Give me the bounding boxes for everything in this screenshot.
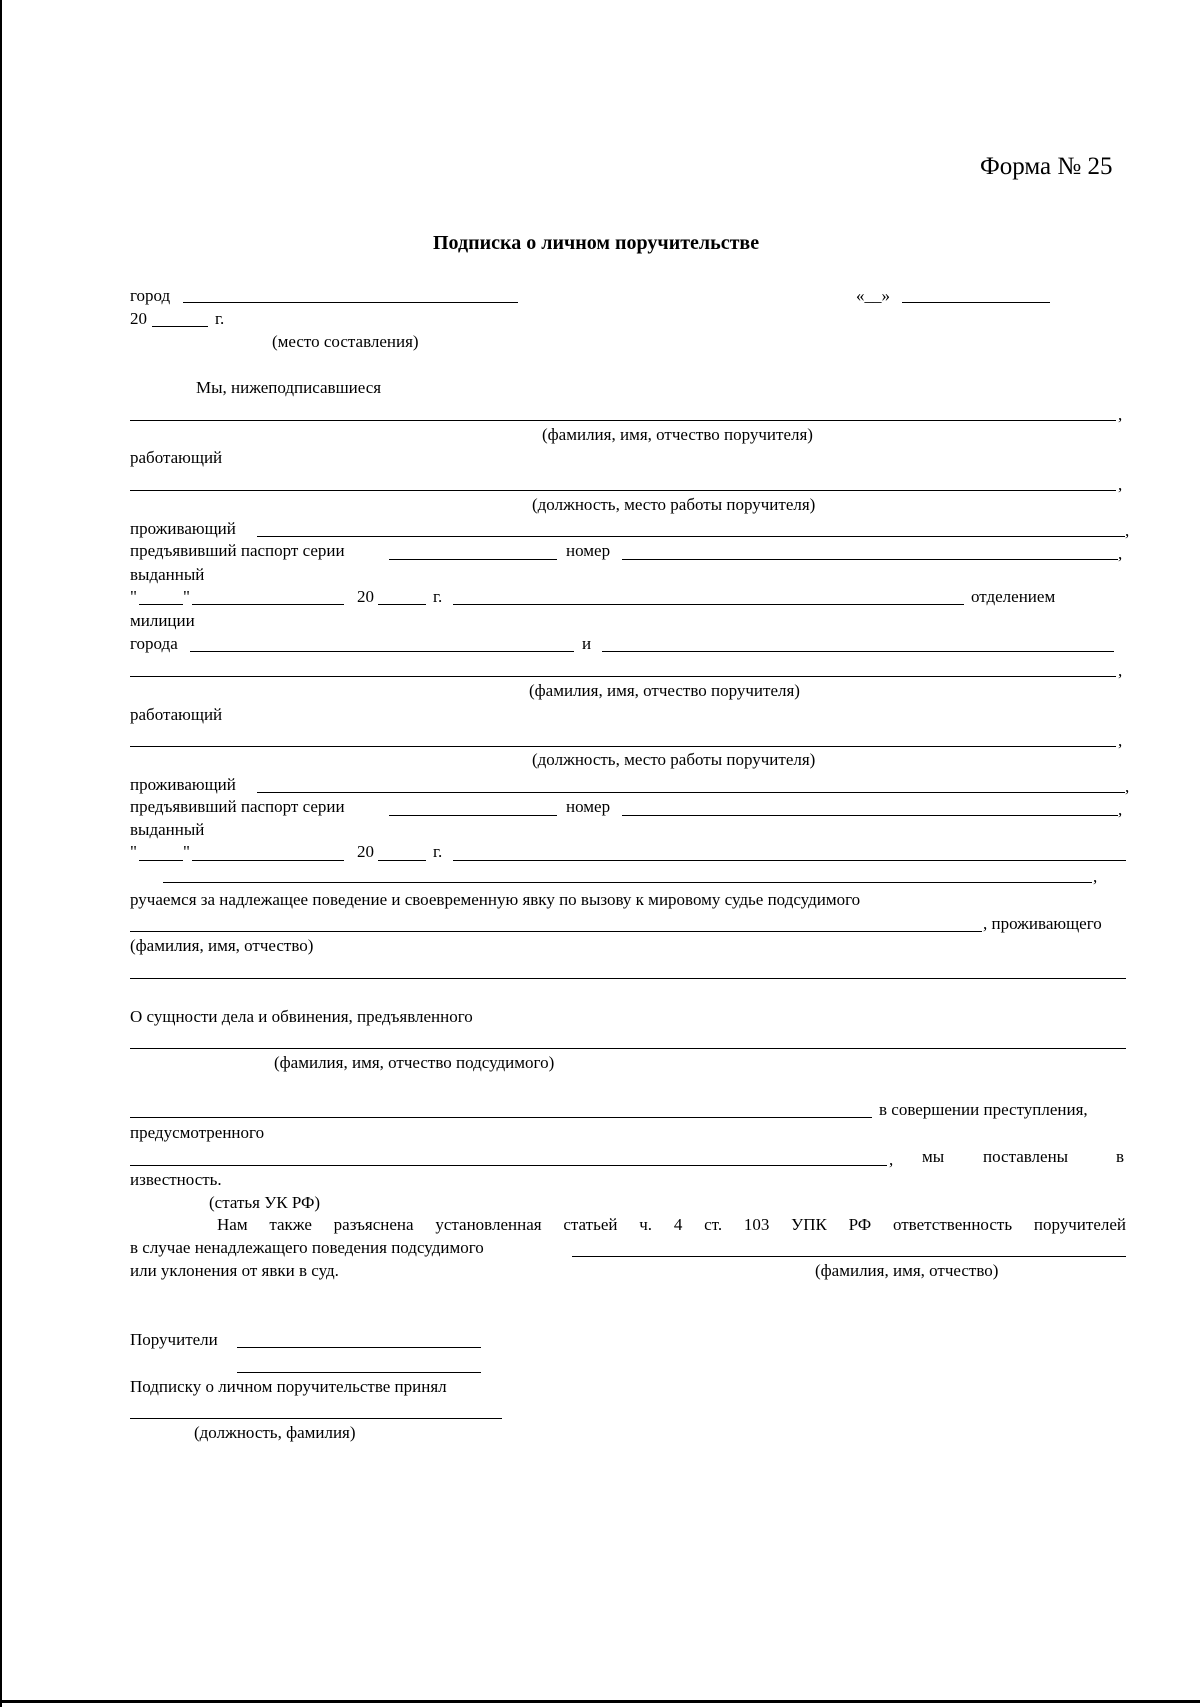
guarantor2-issuer-line[interactable] bbox=[453, 860, 1126, 861]
guarantor2-number-label: номер bbox=[566, 797, 611, 816]
accepted-signature-line[interactable] bbox=[130, 1418, 502, 1419]
guarantor1-fio-line[interactable] bbox=[130, 420, 1116, 421]
guarantor2-passport-label: предъявивший паспорт серии bbox=[130, 797, 345, 816]
informed-word-in: в bbox=[1116, 1147, 1125, 1166]
guarantor1-working-label: работающий bbox=[130, 448, 223, 467]
date-line[interactable] bbox=[902, 302, 1050, 303]
guarantor2-day-line[interactable] bbox=[139, 860, 183, 861]
guarantors-label: Поручители bbox=[130, 1330, 218, 1349]
comma: , bbox=[1118, 661, 1123, 680]
comma: , bbox=[1125, 777, 1130, 796]
guarantor1-city-label: города bbox=[130, 634, 178, 653]
guarantor2-job-caption: (должность, место работы поручителя) bbox=[532, 750, 816, 769]
guarantor1-day-line[interactable] bbox=[139, 604, 183, 605]
comma: , bbox=[1118, 731, 1123, 750]
guarantor2-year-line[interactable] bbox=[378, 860, 426, 861]
guarantor1-residing-label: проживающий bbox=[130, 519, 236, 538]
guarantor2-year-suffix: г. bbox=[433, 842, 443, 861]
defendant-full-name-line[interactable] bbox=[130, 1048, 1126, 1049]
guarantor1-address-line[interactable] bbox=[257, 536, 1125, 537]
comma: , bbox=[1093, 867, 1098, 886]
guarantor2-passport-series-line[interactable] bbox=[389, 815, 557, 816]
year-prefix: 20 bbox=[130, 309, 147, 328]
guarantor1-year-prefix: 20 bbox=[357, 587, 374, 606]
guarantor1-year-suffix: г. bbox=[433, 587, 443, 606]
guarantor1-passport-label: предъявивший паспорт серии bbox=[130, 541, 345, 560]
guarantor2-passport-number-line[interactable] bbox=[622, 815, 1118, 816]
form-number: Форма № 25 bbox=[980, 153, 1113, 180]
guarantor1-job-caption: (должность, место работы поручителя) bbox=[532, 495, 816, 514]
guarantor1-department-label: отделением bbox=[971, 587, 1056, 606]
comma: , bbox=[1125, 521, 1130, 540]
article-caption: (статья УК РФ) bbox=[209, 1193, 321, 1212]
defendant-name-line[interactable] bbox=[130, 931, 982, 932]
comma: , bbox=[1118, 475, 1123, 494]
guarantor1-year-line[interactable] bbox=[378, 604, 426, 605]
guarantor1-passport-number-line[interactable] bbox=[622, 559, 1118, 560]
guarantor2-year-prefix: 20 bbox=[357, 842, 374, 861]
article-line[interactable] bbox=[130, 1165, 887, 1166]
guarantor1-city-line-2[interactable] bbox=[602, 651, 1114, 652]
guarantor2-fio-caption: (фамилия, имя, отчество поручителя) bbox=[529, 681, 800, 700]
guarantor2-working-label: работающий bbox=[130, 705, 223, 724]
improper-text: в случае ненадлежащего поведения подсудимого bbox=[130, 1238, 484, 1257]
accepted-text: Подписку о личном поручительстве принял bbox=[130, 1377, 447, 1396]
position-caption: (должность, фамилия) bbox=[194, 1423, 356, 1442]
intro-text: Мы, нижеподписавшиеся bbox=[196, 378, 382, 397]
guarantor1-passport-series-line[interactable] bbox=[389, 559, 557, 560]
guarantor1-militia-label: милиции bbox=[130, 611, 195, 630]
guarantor2-job-line[interactable] bbox=[130, 746, 1116, 747]
guarantor2-fio-line[interactable] bbox=[130, 676, 1116, 677]
defendant-fio-caption: (фамилия, имя, отчество) bbox=[130, 936, 314, 955]
comma: , bbox=[1118, 405, 1123, 424]
informed-end: известность. bbox=[130, 1170, 222, 1189]
and-label: и bbox=[582, 634, 592, 653]
guarantor1-month-line[interactable] bbox=[192, 604, 344, 605]
defendant-full-caption: (фамилия, имя, отчество подсудимого) bbox=[274, 1053, 555, 1072]
city-label: город bbox=[130, 286, 171, 305]
defendant-address-line[interactable] bbox=[130, 978, 1126, 979]
guarantor-signature-line-1[interactable] bbox=[237, 1347, 481, 1348]
evasion-text: или уклонения от явки в суд. bbox=[130, 1261, 339, 1280]
quote-close: " bbox=[183, 587, 190, 606]
document-title: Подписка о личном поручительстве bbox=[433, 232, 760, 254]
guarantor2-residing-label: проживающий bbox=[130, 775, 236, 794]
guarantor2-issued-label: выданный bbox=[130, 820, 205, 839]
quote-open: " bbox=[130, 842, 137, 861]
guarantor2-issuer-line-2[interactable] bbox=[163, 882, 1092, 883]
crime-text: в совершении преступления, bbox=[879, 1100, 1088, 1119]
guarantor1-city-line[interactable] bbox=[190, 651, 574, 652]
provided-label: предусмотренного bbox=[130, 1123, 265, 1142]
guarantor2-month-line[interactable] bbox=[192, 860, 344, 861]
city-line[interactable] bbox=[183, 302, 518, 303]
comma: , bbox=[1118, 544, 1123, 563]
informed-comma: , bbox=[889, 1150, 894, 1169]
guarantor2-address-line[interactable] bbox=[257, 792, 1125, 793]
quote-open: " bbox=[130, 587, 137, 606]
guarantor1-issuer-line[interactable] bbox=[453, 604, 964, 605]
crime-line[interactable] bbox=[130, 1117, 872, 1118]
date-open: «__» bbox=[856, 286, 890, 305]
essence-text: О сущности дела и обвинения, предъявленного bbox=[130, 1007, 473, 1026]
guarantor-signature-line-2[interactable] bbox=[237, 1372, 481, 1373]
year-suffix: г. bbox=[215, 309, 225, 328]
guarantor1-issued-label: выданный bbox=[130, 565, 205, 584]
pledge-text: ручаемся за надлежащее поведение и своевременную явку по вызову к мировому судье подсудимого bbox=[130, 890, 861, 909]
comma: , bbox=[1118, 800, 1123, 819]
quote-close: " bbox=[183, 842, 190, 861]
informed-word-placed: поставлены bbox=[983, 1147, 1069, 1166]
guarantor1-job-line[interactable] bbox=[130, 490, 1116, 491]
guarantor1-number-label: номер bbox=[566, 541, 611, 560]
informed-word-we: мы bbox=[922, 1147, 945, 1166]
defendant-line-3[interactable] bbox=[572, 1256, 1126, 1257]
scan-border-bottom bbox=[0, 1700, 1200, 1703]
fio-caption: (фамилия, имя, отчество) bbox=[815, 1261, 999, 1280]
year-line[interactable] bbox=[152, 326, 208, 327]
scan-border-left bbox=[0, 0, 2, 1707]
residing-suffix: , проживающего bbox=[983, 914, 1102, 933]
guarantor1-fio-caption: (фамилия, имя, отчество поручителя) bbox=[542, 425, 813, 444]
place-caption: (место составления) bbox=[272, 332, 419, 351]
explained-text: Нам также разъяснена установленная статьей ч. 4 ст. 103 УПК РФ ответственность поручителей bbox=[217, 1215, 1126, 1234]
